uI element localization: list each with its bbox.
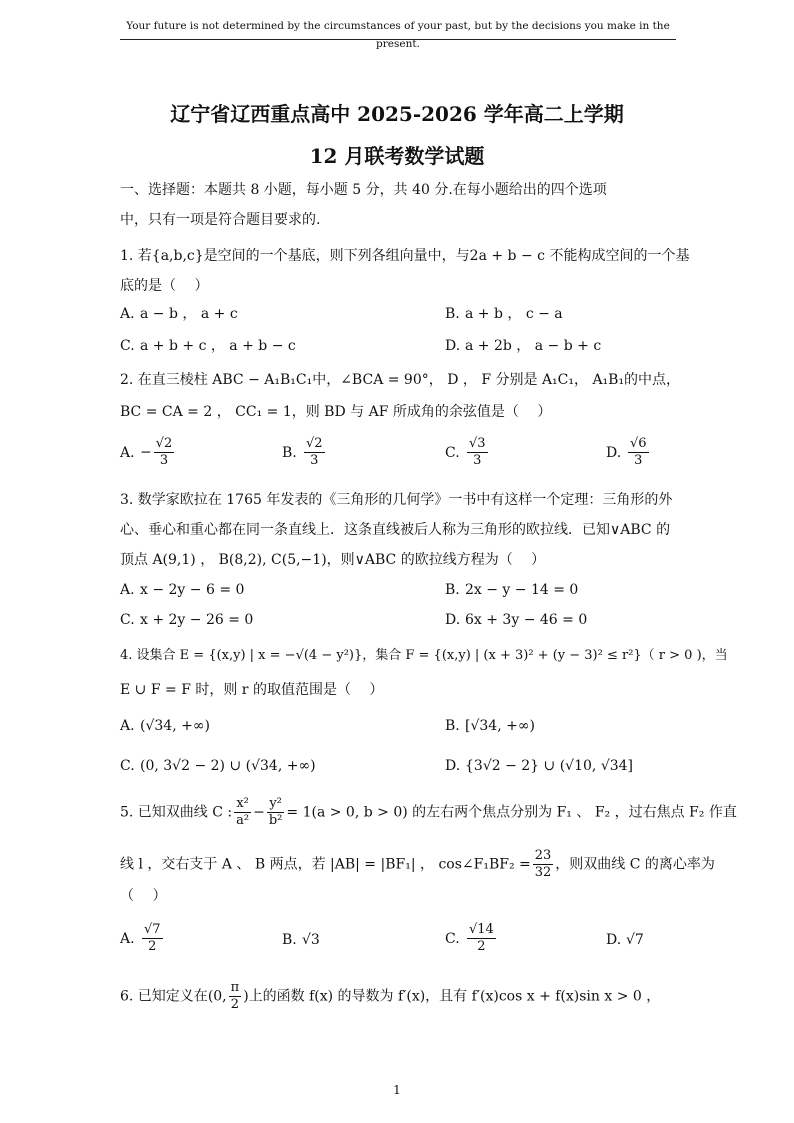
q5-option-b: B. √3 <box>282 932 320 948</box>
q1-option-b: B. a + b ， c − a <box>445 306 563 322</box>
page-subtitle: 12 月联考数学试题 <box>309 144 485 168</box>
q2-option-d: D. $\frac{√6}{3}$ <box>606 436 647 468</box>
q4-option-c: C. (0, 3√2 − 2) ∪ (√34, +∞) <box>120 758 316 774</box>
q4-stem-line1: 4. 设集合 E = {(x,y) | x = −√(4 − y²)}，集合 F = {(x,y) | (x + 3)² + (y − 3)² ≤ r²}（ r > 0 )，当 <box>120 648 728 663</box>
page-number: 1 <box>393 1083 401 1097</box>
q5-stem-line2: 线 l ，交右支于 A 、 B 两点，若 |AB| = |BF₁| ， cos∠F₁BF₂ = $\frac{23}{32}$ ，则双曲线 C 的离心率为 <box>120 848 715 880</box>
q1-option-d: D. a + 2b ， a − b + c <box>445 338 602 354</box>
q2-option-c: C. $\frac{√3}{3}$ <box>445 436 486 468</box>
q2-stem-line2: BC = CA = 2 ， CC₁ = 1，则 BD 与 AF 所成角的余弦值是（ ） <box>120 404 552 420</box>
q2-stem-line1: 2. 在直三棱柱 ABC − A₁B₁C₁中，∠BCA = 90°， D ， F 分别是 A₁C₁， A₁B₁的中点， <box>120 372 681 388</box>
q4-option-a: A. (√34, +∞) <box>120 718 210 734</box>
q4-option-d: D. {3√2 − 2} ∪ (√10, √34] <box>445 758 634 774</box>
q1-stem-line1: 1. 若{a,b,c}是空间的一个基底，则下列各组向量中，与2a + b − c 不能构成空间的一个基 <box>120 248 690 264</box>
q5-option-c: C. $\frac{√14}{2}$ <box>445 922 494 954</box>
q5-stem-line1: 5. 已知双曲线 C : $\frac{\text{x²}}{\text{a²}}$ − $\frac{\text{y²}}{\text{b²}}$ = 1(a > 0, b > 0) 的左右两个焦点分别为 F₁ 、 F₂ ，过右焦点 F₂ 作直 <box>120 796 737 828</box>
q1-stem-line2: 底的是（ ） <box>120 278 209 294</box>
page-header-quote: Your future is not determined by the circumstances of your past, but by the decisions you make in the present. <box>120 17 676 40</box>
section-heading-line2: 中，只有一项是符合题目要求的. <box>120 212 321 228</box>
q5-option-d: D. √7 <box>606 932 644 948</box>
q3-option-c: C. x + 2y − 26 = 0 <box>120 612 254 628</box>
q2-option-b: B. $\frac{√2}{3}$ <box>282 436 323 468</box>
q2-option-a: A. − $\frac{√2}{3}$ <box>120 436 173 468</box>
q4-stem-line2: E ∪ F = F 时，则 r 的取值范围是（ ） <box>120 682 384 698</box>
q5-stem-line3: （ ） <box>120 888 167 904</box>
q3-stem-line2: 心、垂心和重心都在同一条直线上．这条直线被后人称为三角形的欧拉线．已知∨ABC 的 <box>120 522 671 538</box>
q6-stem-line1: 6. 已知定义在(0, $\frac{\pi}{2}$ )上的函数 f(x) 的导数为 f′(x)，且有 f′(x)cos x + f(x)sin x > 0 ， <box>120 980 661 1012</box>
q3-option-b: B. 2x − y − 14 = 0 <box>445 582 579 598</box>
q3-option-a: A. x − 2y − 6 = 0 <box>120 582 245 598</box>
q1-option-c: C. a + b + c ， a + b − c <box>120 338 296 354</box>
q3-option-d: D. 6x + 3y − 46 = 0 <box>445 612 588 628</box>
q3-stem-line1: 3. 数学家欧拉在 1765 年发表的《三角形的几何学》一书中有这样一个定理：三角形的外 <box>120 492 673 508</box>
section-heading-line1: 一、选择题：本题共 8 小题，每小题 5 分，共 40 分.在每小题给出的四个选项 <box>120 182 607 198</box>
q3-stem-line3: 顶点 A(9,1) ， B(8,2), C(5,−1)，则∨ABC 的欧拉线方程为（ ） <box>120 552 546 568</box>
q4-option-b: B. [√34, +∞) <box>445 718 535 734</box>
page-title: 辽宁省辽西重点高中 2025-2026 学年高二上学期 <box>170 102 624 126</box>
q1-option-a: A. a − b ， a + c <box>120 306 238 322</box>
q5-option-a: A. $\frac{√7}{2}$ <box>120 922 161 954</box>
